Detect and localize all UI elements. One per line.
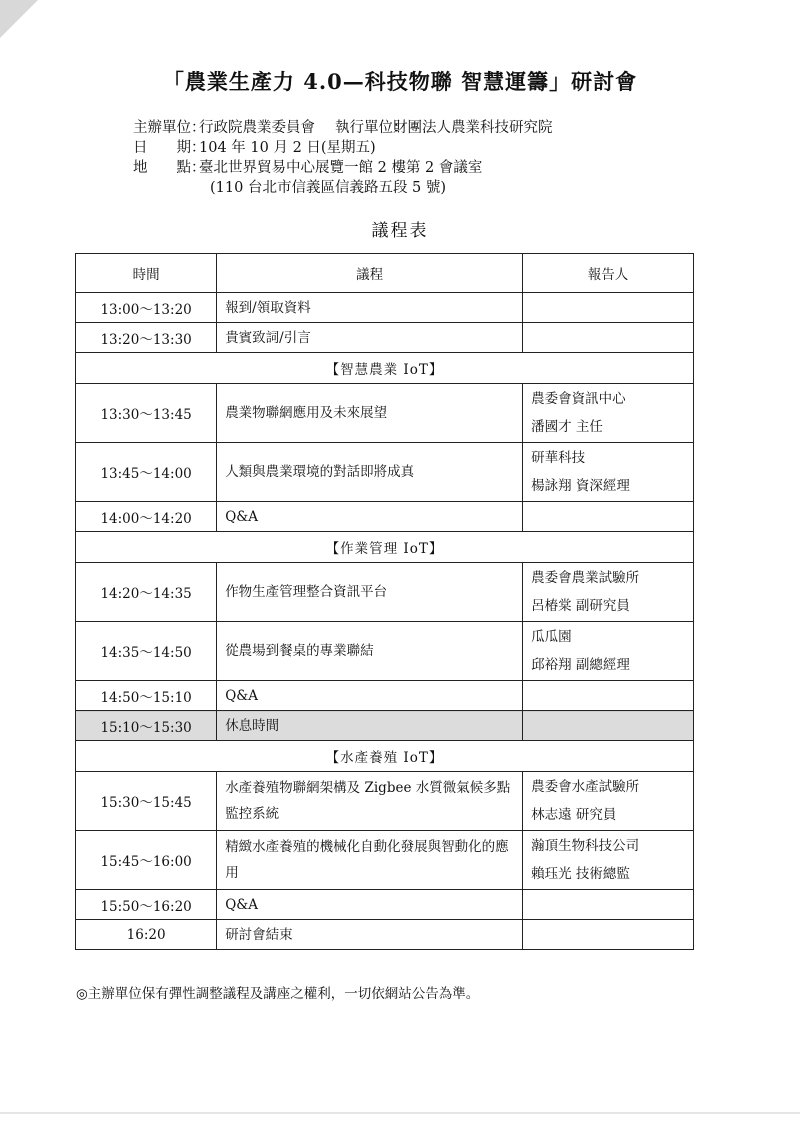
speaker-org: 農委會資訊中心 — [531, 391, 626, 407]
header-speaker: 報告人 — [523, 254, 694, 293]
speaker-cell — [523, 681, 694, 711]
agenda-row — [76, 563, 694, 622]
time-cell: 13:30～13:45 — [76, 384, 217, 443]
time-cell: 13:20～13:30 — [76, 323, 217, 353]
agenda-row — [76, 890, 694, 920]
topic-cell — [217, 890, 523, 920]
speaker-org: 瀚頂生物科技公司 — [531, 838, 640, 854]
speaker-cell — [523, 772, 694, 831]
topic-cell — [217, 502, 523, 532]
speaker-org: 研華科技 — [531, 450, 586, 466]
location-line — [133, 158, 482, 178]
section-row — [76, 353, 694, 384]
executor-value: 財團法人農業科技研究院 — [393, 120, 553, 136]
footnote: ◎主辦單位保有彈性調整議程及講座之權利，一切依網站公告為準。 — [76, 986, 480, 1002]
date-line — [133, 138, 376, 158]
section-label: 【作業管理 IoT】 — [76, 532, 694, 563]
agenda-heading: 議程表 — [371, 221, 429, 241]
agenda-row — [76, 622, 694, 681]
topic-text: Q&A — [225, 687, 259, 704]
time-cell: 14:20～14:35 — [76, 563, 217, 622]
speaker-name: 楊詠翔 資深經理 — [531, 478, 630, 494]
agenda-row — [76, 772, 694, 831]
topic-text: 人類與農業環境的對話即將成真 — [225, 464, 415, 480]
section-row — [76, 532, 694, 563]
header-topic: 議程 — [217, 254, 523, 293]
speaker-cell — [523, 711, 694, 741]
address-line: (110 台北市信義區信義路五段 5 號) — [210, 180, 447, 196]
time-cell: 13:00～13:20 — [76, 293, 217, 323]
topic-text: 研討會結束 — [225, 926, 293, 943]
time-cell: 16:20 — [76, 920, 217, 950]
time-cell: 14:35～14:50 — [76, 622, 217, 681]
table-header-row — [76, 254, 694, 293]
topic-cell — [217, 443, 523, 502]
speaker-cell — [523, 831, 694, 890]
location-value: 臺北世界貿易中心展覽一館 2 樓第 2 會議室 — [199, 160, 483, 176]
agenda-row — [76, 293, 694, 323]
speaker-cell — [523, 890, 694, 920]
agenda-row — [76, 502, 694, 532]
topic-cell — [217, 384, 523, 443]
topic-cell — [217, 293, 523, 323]
topic-text: 作物生產管理整合資訊平台 — [225, 584, 388, 600]
time-cell: 14:00～14:20 — [76, 502, 217, 532]
speaker-cell — [523, 920, 694, 950]
location-label: 地 點： — [133, 160, 206, 176]
topic-text: 精緻水產養殖的機械化自動化發展與智動化的應用 — [225, 839, 509, 881]
agenda-row — [76, 443, 694, 502]
organizer-value: 行政院農業委員會 — [199, 120, 315, 136]
speaker-name: 潘國才 主任 — [531, 419, 603, 435]
section-row — [76, 741, 694, 772]
speaker-org: 農委會農業試驗所 — [531, 570, 640, 586]
executor-label: 執行單位： — [335, 120, 408, 136]
agenda-row — [76, 711, 694, 741]
section-label: 【水產養殖 IoT】 — [76, 741, 694, 772]
speaker-cell — [523, 323, 694, 353]
topic-cell — [217, 681, 523, 711]
agenda-row — [76, 831, 694, 890]
speaker-org: 農委會水產試驗所 — [531, 779, 640, 795]
topic-cell — [217, 920, 523, 950]
speaker-cell — [523, 293, 694, 323]
agenda-row — [76, 920, 694, 950]
speaker-cell — [523, 384, 694, 443]
topic-cell — [217, 711, 523, 741]
topic-text: 水產養殖物聯網架構及 Zigbee 水質微氣候多點監控系統 — [225, 780, 511, 822]
agenda-row — [76, 384, 694, 443]
topic-text: 農業物聯網應用及未來展望 — [225, 405, 388, 421]
date-value: 104 年 10 月 2 日(星期五) — [199, 140, 376, 156]
topic-text: Q&A — [225, 896, 259, 913]
speaker-cell — [523, 622, 694, 681]
document-title: 「農業生產力 4.0—科技物聯 智慧運籌」研討會 — [162, 69, 638, 94]
organizer-line — [133, 118, 553, 138]
page-bottom-edge — [0, 1112, 800, 1114]
time-cell: 15:50～16:20 — [76, 890, 217, 920]
topic-cell — [217, 772, 523, 831]
organizer-label: 主辦單位： — [133, 120, 206, 136]
speaker-name: 賴珏光 技術總監 — [531, 866, 630, 882]
topic-text: 休息時間 — [225, 717, 280, 734]
time-cell: 15:30～15:45 — [76, 772, 217, 831]
speaker-name: 呂椿棠 副研究員 — [531, 598, 630, 614]
agenda-row — [76, 681, 694, 711]
topic-text: 貴賓致詞/引言 — [225, 329, 311, 346]
time-cell: 15:10～15:30 — [76, 711, 217, 741]
section-label: 【智慧農業 IoT】 — [76, 353, 694, 384]
speaker-org: 瓜瓜園 — [531, 629, 572, 645]
page-corner-shadow — [0, 0, 38, 38]
date-label: 日 期： — [133, 140, 206, 156]
topic-text: 報到/領取資料 — [225, 299, 311, 316]
speaker-cell — [523, 502, 694, 532]
topic-text: 從農場到餐桌的專業聯結 — [225, 643, 374, 659]
speaker-name: 邱裕翔 副總經理 — [531, 657, 630, 673]
header-time: 時間 — [76, 254, 217, 293]
speaker-cell — [523, 443, 694, 502]
topic-cell — [217, 831, 523, 890]
time-cell: 13:45～14:00 — [76, 443, 217, 502]
speaker-name: 林志遠 研究員 — [531, 807, 617, 823]
time-cell: 14:50～15:10 — [76, 681, 217, 711]
topic-cell — [217, 323, 523, 353]
topic-text: Q&A — [225, 508, 259, 525]
agenda-table — [75, 253, 694, 950]
speaker-cell — [523, 563, 694, 622]
time-cell: 15:45～16:00 — [76, 831, 217, 890]
topic-cell — [217, 563, 523, 622]
topic-cell — [217, 622, 523, 681]
agenda-row — [76, 323, 694, 353]
